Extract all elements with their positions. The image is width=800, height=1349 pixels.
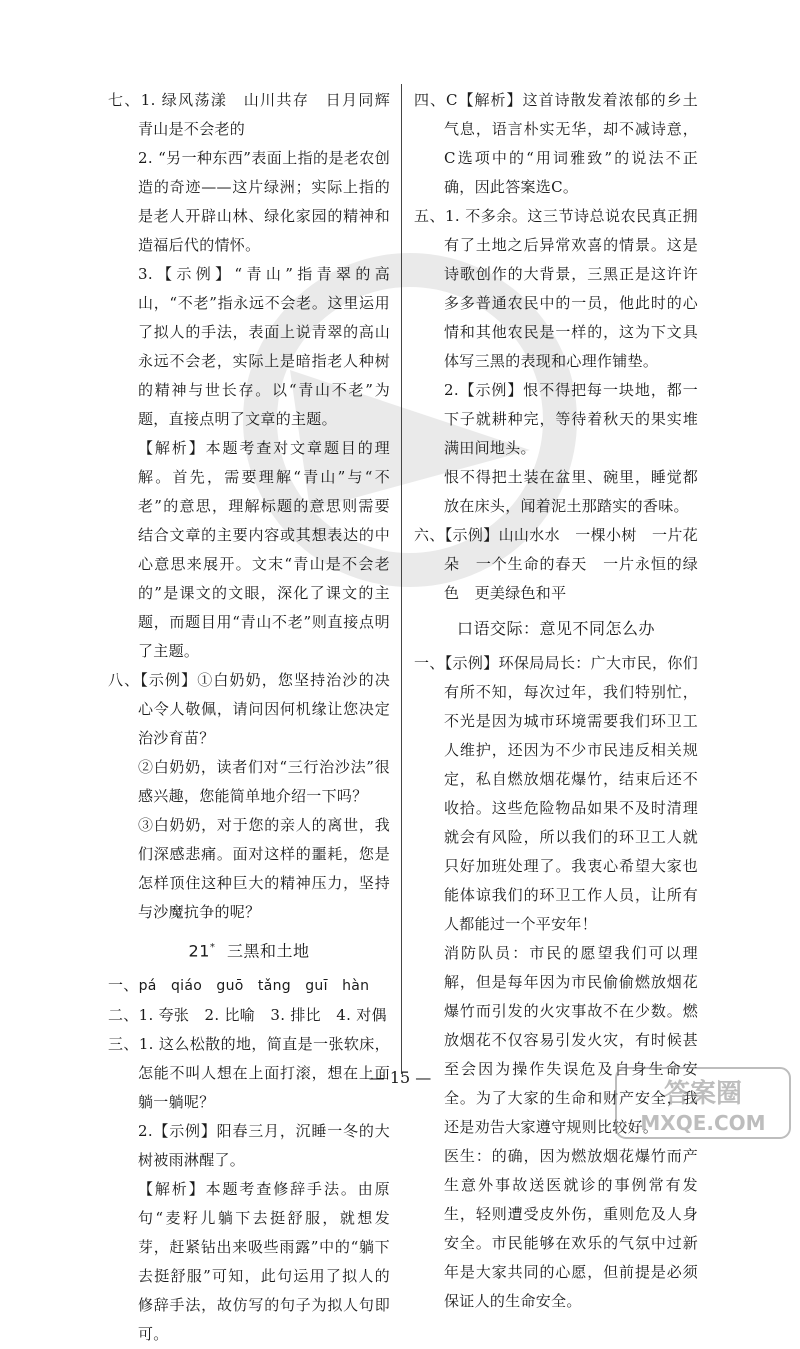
answer-r6: 六、【示例】山山水水 一棵小树 一片花朵 一个生命的春天 一片永恒的绿色 更美绿色和平 xyxy=(414,526,698,602)
logo-domain: MXQE.COM xyxy=(640,1111,766,1135)
answer-q8-2: ②白奶奶，读者们对“三行治沙法”很感兴趣，您能简单地介绍一下吗？ xyxy=(138,758,390,805)
answer-o1: 一、【示例】环保局局长：广大市民，你们有所不知，每次过年，我们特别忙，不光是因为城市环境需要我们环卫工人维护，还因为不少市民违反相关规定，私自燃放烟花爆竹，结束后还不收拾。这些危险物品如果不及时清理就会有风险，所以我们的环卫工人就只好加班处理了。我衷心希望大家也能体谅我们的环卫工作人员，让所有人都能过一个平安年！ xyxy=(414,654,698,933)
answer-l1-pinyin: pá qiáo guō tǎng guī hàn xyxy=(138,978,370,995)
lesson-number: 21 xyxy=(188,941,210,961)
lesson-title: 三黑和土地 xyxy=(226,941,310,961)
answer-l1-prefix: 一、 xyxy=(108,976,139,995)
answer-q8-3: ③白奶奶，对于您的亲人的离世，我们深感悲痛。面对这样的噩耗，您是怎样顶住这种巨大的精神压力，坚持与沙魔抗争的呢？ xyxy=(138,816,390,921)
answer-q7-3: 3.【示例】“青山”指青翠的高山，“不老”指永远不会老。这里运用了拟人的手法，表面上说青翠的高山永远不会老，实际上是暗指老人种树的精神与世长存。以“青山不老”为题，直接点明了文章的主题。 xyxy=(138,265,390,428)
column-divider xyxy=(401,84,402,1074)
answer-l3-analysis: 【解析】本题考查修辞手法。由原句“麦籽儿躺下去挺舒服，就想发芽，赶紧钻出来吸些雨露”中的“躺下去挺舒服”可知，此句运用了拟人的修辞手法，故仿写的句子为拟人句即可。 xyxy=(138,1180,390,1344)
lesson-heading xyxy=(108,933,390,965)
answer-l3-2: 2.【示例】阳春三月，沉睡一冬的大树被雨淋醒了。 xyxy=(138,1122,390,1170)
lesson-mark: * xyxy=(209,942,216,953)
oral-heading: 口语交际：意见不同怎么办 xyxy=(456,619,655,638)
answer-l3-1: 三、1. 这么松散的地，简直是一张软床，怎能不叫人想在上面打滚，想在上面躺一躺呢？ xyxy=(108,1035,390,1112)
site-logo xyxy=(614,1066,792,1140)
answer-q7-1: 七、1. 绿风荡漾 山川共存 日月同辉 青山是不会老的 xyxy=(108,91,406,138)
answer-r5-2b: 恨不得把土装在盆里、碗里，睡觉都放在床头，闻着泥土那踏实的香味。 xyxy=(444,468,698,515)
answer-q8-1: 八、【示例】①白奶奶，您坚持治沙的决心令人敬佩，请问因何机缘让您决定治沙育苗？ xyxy=(108,671,390,747)
answer-o2: 消防队员：市民的愿望我们可以理解，但是每年因为市民偷偷燃放烟花爆竹而引发的火灾事故不在少数。燃放烟花不仅容易引发火灾，有时候甚至会因为操作失误危及自身生命安全。为了大家的生命和财产安全，我还是劝告大家遵守规则比较好。 xyxy=(444,944,698,1136)
answer-o3: 医生：的确，因为燃放烟花爆竹而产生意外事故送医就诊的事例常有发生，轻则遭受皮外伤，重则危及人身安全。市民能够在欢乐的气氛中过新年是大家共同的心愿，但前提是必须保证人的生命安全。 xyxy=(444,1147,698,1310)
page-number: — 15 — xyxy=(368,1068,432,1087)
answer-r5-2: 2.【示例】恨不得把每一块地，都一下子就耕种完，等待着秋天的果实堆满田间地头。 xyxy=(444,381,698,457)
answer-l1 xyxy=(108,971,390,1001)
logo-title: 答案圈 xyxy=(663,1079,743,1109)
answer-q7-analysis: 【解析】本题考查对文章题目的理解。首先，需要理解“青山”与“不老”的意思，理解标题的意思则需要结合文章的主要内容或其想表达的中心意思来展开。文末“青山是不会老的”是课文的文眼，深化了课文的主题，而题目用“青山不老”则直接点明了主题。 xyxy=(138,439,390,660)
answer-r4: 四、C【解析】这首诗散发着浓郁的乡土气息，语言朴实无华，却不减诗意，C选项中的“用词雅致”的说法不正确，因此答案选C。 xyxy=(414,91,698,196)
answer-r5-1: 五、1. 不多余。这三节诗总说农民真正拥有了土地之后异常欢喜的情景。这是诗歌创作的大背景，三黑正是这许许多多普通农民中的一员，他此时的心情和其他农民是一样的，这为下文具体写三黑的表现和心理作铺垫。 xyxy=(414,207,698,370)
answer-l2: 二、1. 夸张 2. 比喻 3. 排比 4. 对偶 xyxy=(108,1006,387,1025)
answer-q7-2: 2. “另一种东西”表面上指的是老农创造的奇迹——这片绿洲；实际上指的是老人开辟山林、绿化家园的精神和造福后代的情怀。 xyxy=(138,149,390,254)
